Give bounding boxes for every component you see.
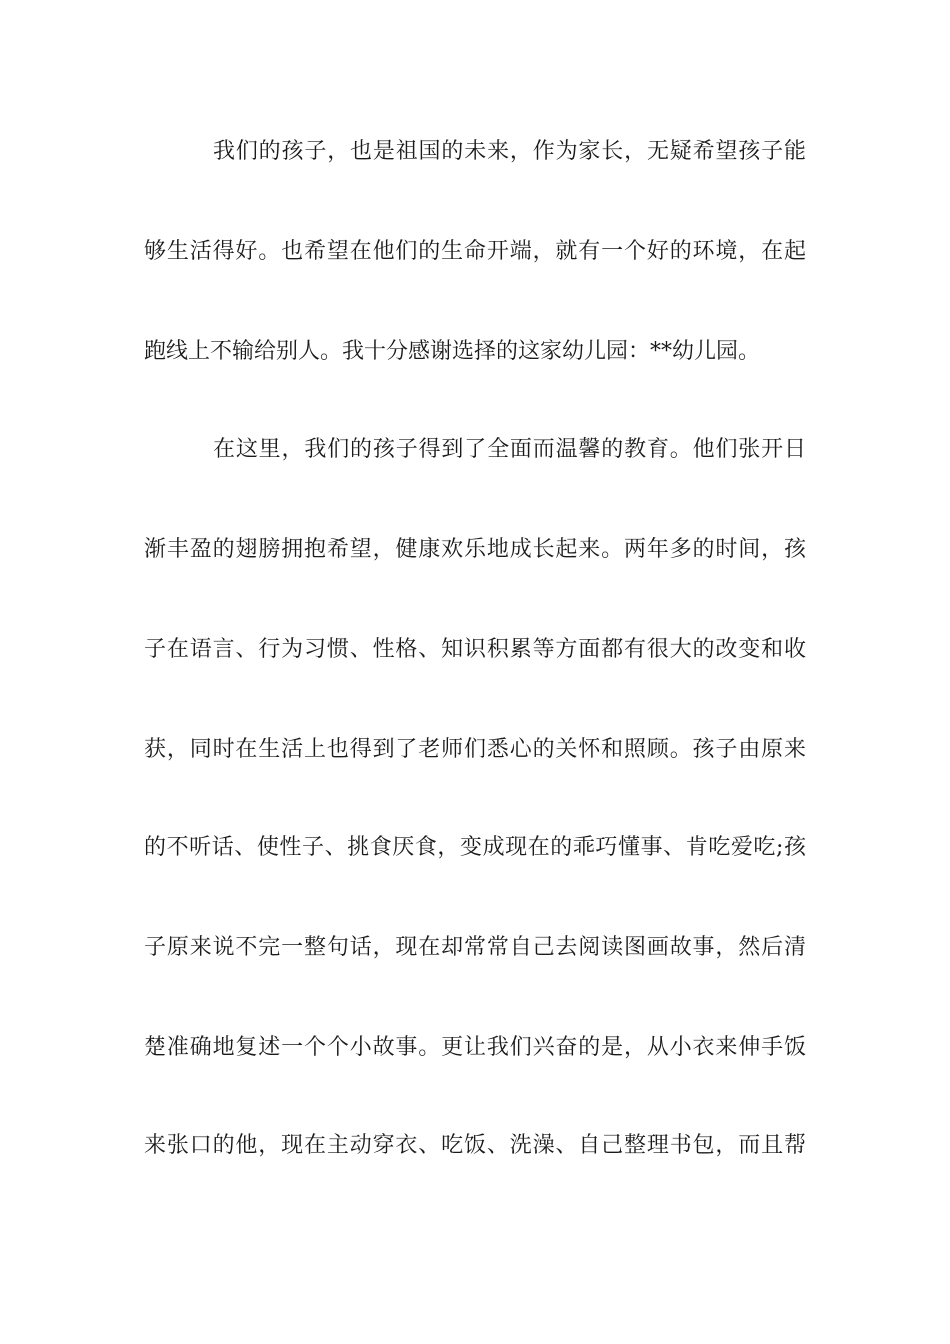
paragraph-2-line-3: 子在语言、行为习惯、性格、知识积累等方面都有很大的改变和收 [144,637,806,662]
paragraph-2-line-5: 的不听话、使性子、挑食厌食，变成现在的乖巧懂事、肯吃爱吃;孩 [144,835,806,860]
paragraph-2-line-8: 来张口的他，现在主动穿衣、吃饭、洗澡、自己整理书包，而且帮 [144,1133,806,1158]
paragraph-2-line-1: 在这里，我们的孩子得到了全面而温馨的教育。他们张开日 [213,437,806,462]
paragraph-2-line-4: 获，同时在生活上也得到了老师们悉心的关怀和照顾。孩子由原来 [144,737,806,762]
paragraph-2-line-6: 子原来说不完一整句话，现在却常常自己去阅读图画故事，然后清 [144,935,806,960]
paragraph-2-line-7: 楚准确地复述一个个小故事。更让我们兴奋的是，从小衣来伸手饭 [144,1035,806,1060]
paragraph-1-line-1: 我们的孩子，也是祖国的未来，作为家长，无疑希望孩子能 [213,139,806,164]
paragraph-2-line-2: 渐丰盈的翅膀拥抱希望，健康欢乐地成长起来。两年多的时间，孩 [144,537,806,562]
paragraph-1-line-3: 跑线上不输给别人。我十分感谢选择的这家幼儿园：**幼儿园。 [144,339,761,364]
paragraph-1-line-2: 够生活得好。也希望在他们的生命开端，就有一个好的环境，在起 [144,239,806,264]
